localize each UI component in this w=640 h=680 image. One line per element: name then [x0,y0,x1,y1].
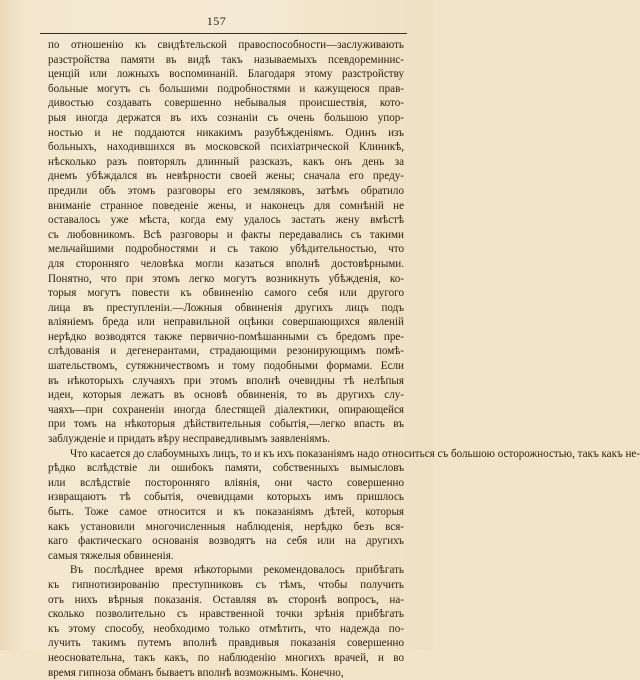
text-line: дивостью создавать совершенно небывалыя происшествія, кото- [48,97,404,110]
text-line: ностью и не поддаются никакимъ разубѣжденіямъ. Одинъ изъ [48,126,404,139]
text-line: вниманіе странное поведеніе жены, и наконецъ для сомнѣній не [48,199,404,212]
text-line: больныхъ, находившихся въ московской психіатрической Клиникѣ, [48,141,404,154]
text-line: съ любовникомъ. Всѣ разговоры и факты передавались съ такими [48,228,404,241]
text-line: отъ нихъ вѣрныя показанія. Оставляя въ сторонѣ вопросъ, на- [48,593,404,606]
header-rule [40,33,407,34]
text-line: днемъ убѣждался въ невѣрности своей жены; сначала его преду- [48,170,404,183]
text-line: оставалось уже мѣста, когда ему удалось застать жену вмѣстѣ [48,214,404,227]
text-line: предили объ этомъ разговоры его земляковъ, затѣмъ обратило [48,184,404,197]
text-line: рыя иногда держатся въ ихъ сознаніи съ очень большою упор- [48,111,404,124]
text-line: идеи, которыя лежатъ въ основѣ обвиненія, то въ другихъ слу- [48,389,404,402]
text-line: ценцій или ложныхъ воспоминаній. Благодаря этому разстройству [48,68,404,81]
text-line: лица въ преступленіи.—Ложныя обвиненія другихъ лицъ подъ [48,301,404,314]
text-line: слѣдованія и дегенерантами, страдающими резонирующимъ помѣ- [48,345,404,358]
text-line: сколько позволительно съ нравственной точки зрѣнія прибѣгать [48,608,404,621]
text-line: Въ послѣднее время нѣкоторыми рекомендовалось прибѣгать [70,564,404,577]
text-line: рѣдко вслѣдствіе ли ошибокъ памяти, собственныхъ вымысловъ [48,462,404,475]
text-line: разстройства памяти въ видѣ такъ называемыхъ псевдореминис- [48,53,404,66]
text-line: больные могутъ съ большими подробностями и кажущеюся прав- [48,82,404,95]
text-line: вліяніемъ бреда или неправильной оцѣнки совершающихся явленій [48,316,404,329]
text-line: шательствомъ, сутяжничествомъ и тому подобными формами. Если [48,360,404,373]
text-line: лучить такимъ путемъ вполнѣ правдивыя показанія совершенно [48,637,404,650]
text-line: чаяхъ—при сохраненіи иногда блестящей діалектики, опирающейся [48,403,404,416]
text-line: къ гипнотизированію преступниковъ съ тѣмъ, чтобы получить [48,578,404,591]
text-line: при томъ на нѣкоторыя дѣйствительныя событія,—легко впасть въ [48,418,404,431]
text-line: время гипноза обманъ бываетъ вполнѣ возможнымъ. Конечно, [48,666,344,679]
text-line: къ этому способу, необходимо только отмѣтить, что надежда по- [48,622,404,635]
text-line: для сторонняго человѣка могли казаться вполнѣ достовѣрными. [48,257,404,270]
page-number: 157 [206,14,227,28]
text-line: нѣсколько разъ повторялъ длинный разсказъ, какъ онъ день за [48,155,404,168]
text-line: быть. Тоже самое относится и къ показаніямъ дѣтей, которыя [48,506,404,518]
text-line: въ нѣкоторыхъ случаяхъ при этомъ вполнѣ очевидны тѣ нелѣпыя [48,374,404,387]
text-line: или вслѣдствіе посторонняго вліянія, они часто совершенно [48,476,404,489]
text-line: самыя тяжелыя обвиненія. [48,549,174,562]
text-line: Что касается до слабоумныхъ лицъ, то и къ ихъ показаніямъ надо относиться съ большою осторожностью, такъ какъ не- [70,447,640,460]
text-line: торыя могутъ повести къ обвиненію самого себя или другого [48,287,404,300]
text-line: по отношенію къ свидѣтельской правоспособности—заслуживають [48,39,404,51]
text-line: неосновательна, такъ какъ, по наблюденію многихъ врачей, и во [48,651,404,664]
text-line: извращаютъ тѣ событія, очевидцами которыхъ имъ пришлось [48,491,404,504]
text-line: каго фактическаго основанія возводятъ на себя или на другихъ [48,535,404,548]
text-line: нерѣдко возводятся также первично-помѣшанными съ бредомъ пре- [48,330,404,343]
text-line: заблужденіе и придать вѣру несправедливымъ заявленіямъ. [48,433,331,446]
body-text [48,38,640,680]
text-line: мельчайшими подробностями и съ такою убѣдительностью, что [48,243,404,256]
text-line: какъ установили многочисленныя наблюденія, нерѣдко безъ вся- [48,520,404,533]
text-line: Понятно, что при этомъ легко могутъ возникнуть убѣжденія, ко- [48,272,404,285]
